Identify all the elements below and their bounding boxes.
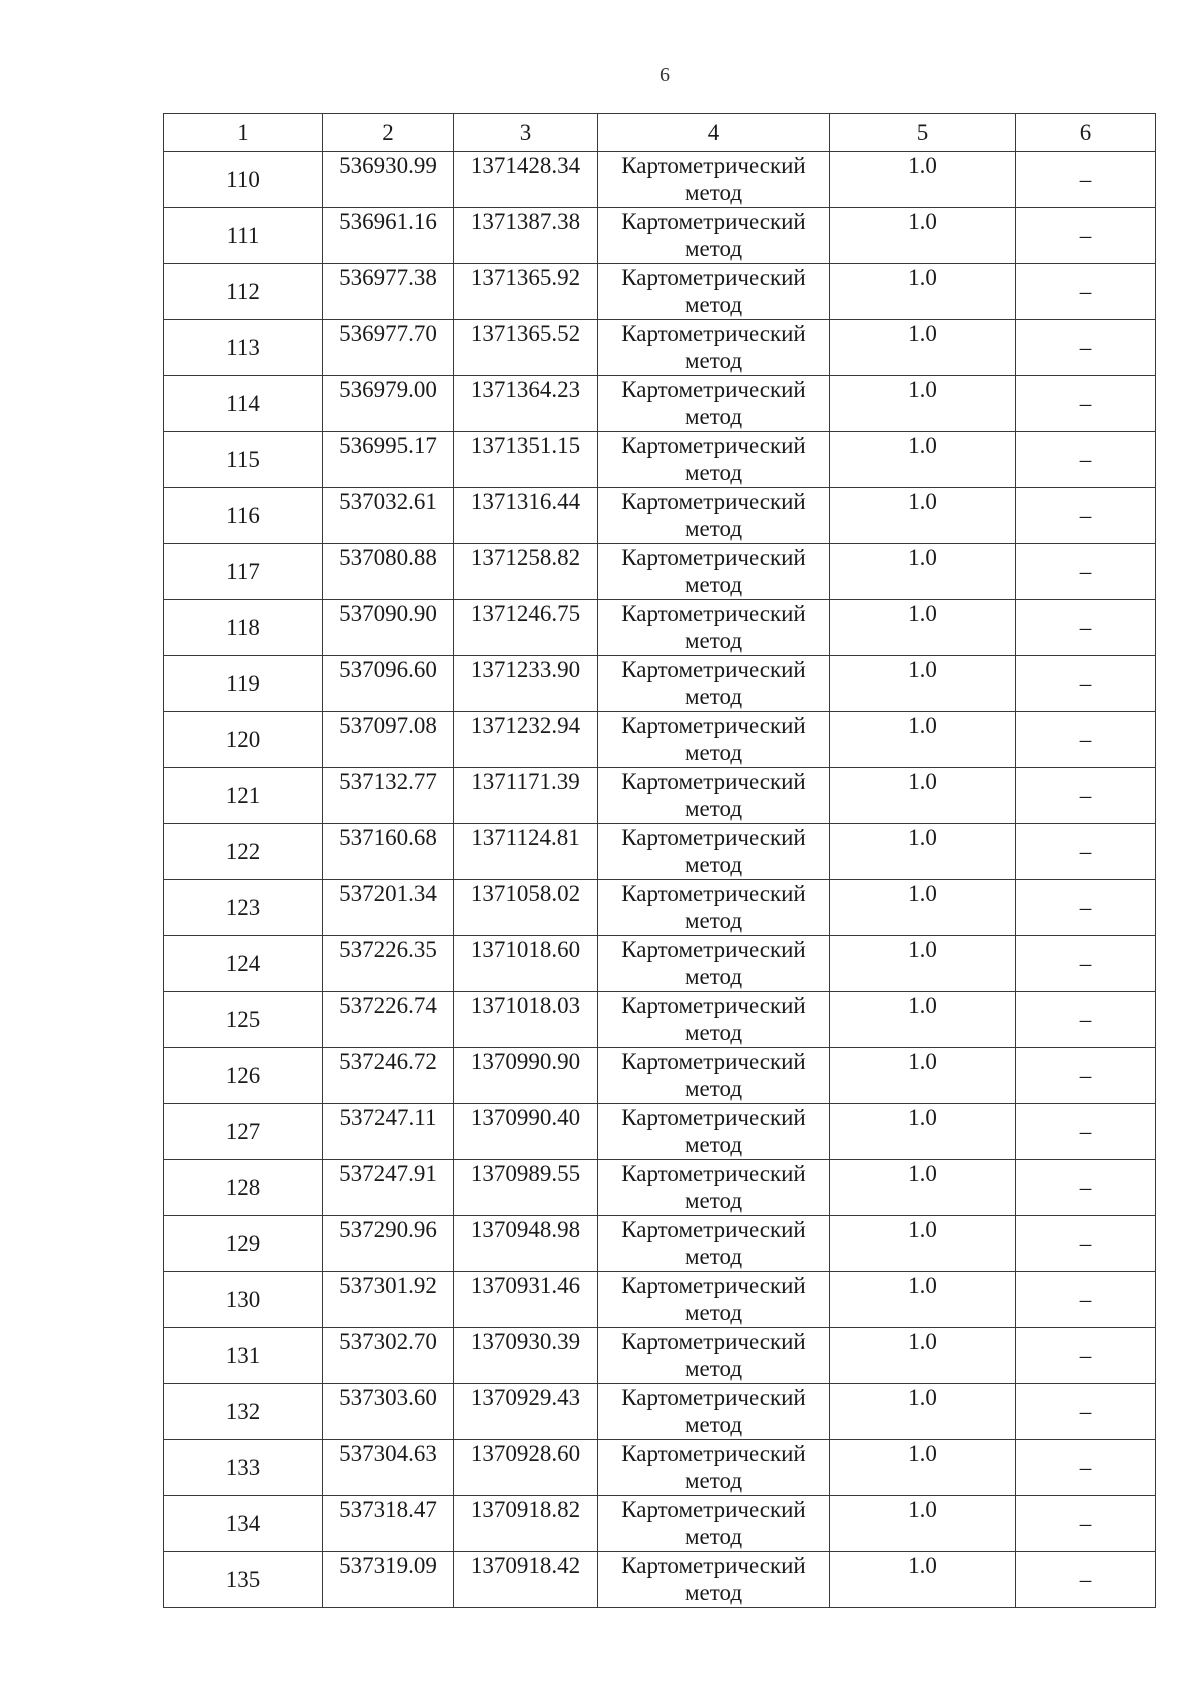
precision-cell: 1.0 — [830, 1160, 1016, 1216]
x-coordinate-cell: 536995.17 — [323, 432, 454, 488]
precision-cell: 1.0 — [830, 1272, 1016, 1328]
y-coordinate-cell: 1371365.92 — [454, 264, 598, 320]
table-row — [164, 1104, 1156, 1160]
column-header: 5 — [830, 114, 1016, 152]
table-row — [164, 656, 1156, 712]
method-line-2: метод — [684, 852, 743, 877]
x-coordinate-cell: 537319.09 — [323, 1552, 454, 1608]
y-coordinate-cell: 1370989.55 — [454, 1160, 598, 1216]
point-number-cell: 129 — [164, 1216, 323, 1272]
method-cell — [598, 712, 830, 768]
method-line-1: Картометрический — [621, 1273, 806, 1298]
note-cell: – — [1016, 376, 1156, 432]
precision-cell: 1.0 — [830, 264, 1016, 320]
method-line-1: Картометрический — [621, 1553, 806, 1578]
y-coordinate-cell: 1371171.39 — [454, 768, 598, 824]
method-cell — [598, 1328, 830, 1384]
method-line-2: метод — [684, 1524, 743, 1549]
method-line-1: Картометрический — [621, 377, 806, 402]
table-row — [164, 320, 1156, 376]
y-coordinate-cell: 1371387.38 — [454, 208, 598, 264]
method-cell — [598, 1496, 830, 1552]
x-coordinate-cell: 537226.35 — [323, 936, 454, 992]
method-line-1: Картометрический — [621, 993, 806, 1018]
method-line-2: метод — [684, 1076, 743, 1101]
column-header: 2 — [323, 114, 454, 152]
method-line-2: метод — [684, 1412, 743, 1437]
point-number-cell: 120 — [164, 712, 323, 768]
x-coordinate-cell: 536979.00 — [323, 376, 454, 432]
precision-cell: 1.0 — [830, 1104, 1016, 1160]
table-row — [164, 1048, 1156, 1104]
x-coordinate-cell: 536930.99 — [323, 152, 454, 208]
x-coordinate-cell: 537303.60 — [323, 1384, 454, 1440]
table-row — [164, 376, 1156, 432]
table-row — [164, 432, 1156, 488]
table-header-row — [164, 114, 1156, 152]
method-line-2: метод — [684, 236, 743, 261]
precision-cell: 1.0 — [830, 1216, 1016, 1272]
method-cell — [598, 320, 830, 376]
point-number-cell: 110 — [164, 152, 323, 208]
method-line-1: Картометрический — [621, 209, 806, 234]
method-line-2: метод — [684, 1244, 743, 1269]
x-coordinate-cell: 537032.61 — [323, 488, 454, 544]
precision-cell: 1.0 — [830, 544, 1016, 600]
method-cell — [598, 432, 830, 488]
method-line-2: метод — [684, 628, 743, 653]
point-number-cell: 112 — [164, 264, 323, 320]
method-cell — [598, 1440, 830, 1496]
point-number-cell: 111 — [164, 208, 323, 264]
x-coordinate-cell: 537097.08 — [323, 712, 454, 768]
note-cell: – — [1016, 992, 1156, 1048]
method-line-2: метод — [684, 684, 743, 709]
table-row — [164, 936, 1156, 992]
table-row — [164, 992, 1156, 1048]
table-row — [164, 600, 1156, 656]
method-line-2: метод — [684, 1300, 743, 1325]
method-cell — [598, 376, 830, 432]
point-number-cell: 115 — [164, 432, 323, 488]
precision-cell: 1.0 — [830, 712, 1016, 768]
x-coordinate-cell: 537301.92 — [323, 1272, 454, 1328]
x-coordinate-cell: 537080.88 — [323, 544, 454, 600]
table-row — [164, 1440, 1156, 1496]
method-cell — [598, 824, 830, 880]
method-line-1: Картометрический — [621, 1105, 806, 1130]
y-coordinate-cell: 1371316.44 — [454, 488, 598, 544]
precision-cell: 1.0 — [830, 880, 1016, 936]
method-line-2: метод — [684, 1132, 743, 1157]
table-row — [164, 152, 1156, 208]
note-cell: – — [1016, 320, 1156, 376]
table-row — [164, 712, 1156, 768]
method-line-1: Картометрический — [621, 657, 806, 682]
note-cell: – — [1016, 208, 1156, 264]
precision-cell: 1.0 — [830, 1552, 1016, 1608]
method-cell — [598, 1552, 830, 1608]
method-line-2: метод — [684, 1020, 743, 1045]
table-row — [164, 488, 1156, 544]
precision-cell: 1.0 — [830, 1496, 1016, 1552]
point-number-cell: 128 — [164, 1160, 323, 1216]
method-cell — [598, 936, 830, 992]
x-coordinate-cell: 537318.47 — [323, 1496, 454, 1552]
x-coordinate-cell: 537201.34 — [323, 880, 454, 936]
note-cell: – — [1016, 936, 1156, 992]
method-line-2: метод — [684, 292, 743, 317]
table-row — [164, 544, 1156, 600]
point-number-cell: 114 — [164, 376, 323, 432]
y-coordinate-cell: 1371258.82 — [454, 544, 598, 600]
point-number-cell: 127 — [164, 1104, 323, 1160]
method-line-1: Картометрический — [621, 1161, 806, 1186]
point-number-cell: 135 — [164, 1552, 323, 1608]
precision-cell: 1.0 — [830, 656, 1016, 712]
note-cell: – — [1016, 1496, 1156, 1552]
method-cell — [598, 880, 830, 936]
y-coordinate-cell: 1371365.52 — [454, 320, 598, 376]
column-header: 3 — [454, 114, 598, 152]
point-number-cell: 121 — [164, 768, 323, 824]
note-cell: – — [1016, 1384, 1156, 1440]
precision-cell: 1.0 — [830, 320, 1016, 376]
note-cell: – — [1016, 1048, 1156, 1104]
y-coordinate-cell: 1370931.46 — [454, 1272, 598, 1328]
method-line-2: метод — [684, 1356, 743, 1381]
note-cell: – — [1016, 824, 1156, 880]
method-line-1: Картометрический — [621, 265, 806, 290]
y-coordinate-cell: 1371232.94 — [454, 712, 598, 768]
y-coordinate-cell: 1371124.81 — [454, 824, 598, 880]
table-row — [164, 1384, 1156, 1440]
table-row — [164, 768, 1156, 824]
method-line-2: метод — [684, 740, 743, 765]
note-cell: – — [1016, 768, 1156, 824]
method-cell — [598, 992, 830, 1048]
coordinates-table — [163, 113, 1156, 1608]
method-cell — [598, 544, 830, 600]
method-line-2: метод — [684, 1188, 743, 1213]
point-number-cell: 126 — [164, 1048, 323, 1104]
table-row — [164, 264, 1156, 320]
note-cell: – — [1016, 880, 1156, 936]
y-coordinate-cell: 1371018.60 — [454, 936, 598, 992]
y-coordinate-cell: 1370928.60 — [454, 1440, 598, 1496]
note-cell: – — [1016, 712, 1156, 768]
precision-cell: 1.0 — [830, 1384, 1016, 1440]
y-coordinate-cell: 1370990.90 — [454, 1048, 598, 1104]
method-line-1: Картометрический — [621, 713, 806, 738]
table-row — [164, 1328, 1156, 1384]
x-coordinate-cell: 537246.72 — [323, 1048, 454, 1104]
precision-cell: 1.0 — [830, 600, 1016, 656]
x-coordinate-cell: 537226.74 — [323, 992, 454, 1048]
note-cell: – — [1016, 544, 1156, 600]
table-row — [164, 1160, 1156, 1216]
method-line-1: Картометрический — [621, 769, 806, 794]
method-cell — [598, 1272, 830, 1328]
table-row — [164, 880, 1156, 936]
point-number-cell: 133 — [164, 1440, 323, 1496]
point-number-cell: 132 — [164, 1384, 323, 1440]
method-line-1: Картометрический — [621, 321, 806, 346]
y-coordinate-cell: 1371246.75 — [454, 600, 598, 656]
x-coordinate-cell: 536977.38 — [323, 264, 454, 320]
y-coordinate-cell: 1370930.39 — [454, 1328, 598, 1384]
method-cell — [598, 152, 830, 208]
precision-cell: 1.0 — [830, 432, 1016, 488]
point-number-cell: 131 — [164, 1328, 323, 1384]
note-cell: – — [1016, 152, 1156, 208]
y-coordinate-cell: 1371428.34 — [454, 152, 598, 208]
table-row — [164, 824, 1156, 880]
method-line-1: Картометрический — [621, 1049, 806, 1074]
method-line-1: Картометрический — [621, 1441, 806, 1466]
table-row — [164, 1552, 1156, 1608]
method-line-1: Картометрический — [621, 153, 806, 178]
note-cell: – — [1016, 1216, 1156, 1272]
method-line-1: Картометрический — [621, 601, 806, 626]
method-cell — [598, 1104, 830, 1160]
method-line-2: метод — [684, 964, 743, 989]
method-cell — [598, 600, 830, 656]
note-cell: – — [1016, 1160, 1156, 1216]
method-cell — [598, 1384, 830, 1440]
method-line-2: метод — [684, 1468, 743, 1493]
method-line-1: Картометрический — [621, 1217, 806, 1242]
point-number-cell: 122 — [164, 824, 323, 880]
x-coordinate-cell: 536961.16 — [323, 208, 454, 264]
point-number-cell: 124 — [164, 936, 323, 992]
precision-cell: 1.0 — [830, 1440, 1016, 1496]
method-cell — [598, 208, 830, 264]
method-line-2: метод — [684, 404, 743, 429]
method-line-1: Картометрический — [621, 825, 806, 850]
precision-cell: 1.0 — [830, 1048, 1016, 1104]
note-cell: – — [1016, 264, 1156, 320]
x-coordinate-cell: 537247.11 — [323, 1104, 454, 1160]
x-coordinate-cell: 537302.70 — [323, 1328, 454, 1384]
precision-cell: 1.0 — [830, 936, 1016, 992]
method-line-2: метод — [684, 516, 743, 541]
method-line-1: Картометрический — [621, 937, 806, 962]
note-cell: – — [1016, 1328, 1156, 1384]
precision-cell: 1.0 — [830, 992, 1016, 1048]
page-number: 6 — [660, 64, 670, 86]
y-coordinate-cell: 1370918.82 — [454, 1496, 598, 1552]
table-body — [164, 152, 1156, 1608]
method-line-2: метод — [684, 908, 743, 933]
x-coordinate-cell: 537132.77 — [323, 768, 454, 824]
method-cell — [598, 656, 830, 712]
x-coordinate-cell: 537304.63 — [323, 1440, 454, 1496]
x-coordinate-cell: 537290.96 — [323, 1216, 454, 1272]
method-line-1: Картометрический — [621, 881, 806, 906]
method-line-2: метод — [684, 572, 743, 597]
y-coordinate-cell: 1371058.02 — [454, 880, 598, 936]
precision-cell: 1.0 — [830, 152, 1016, 208]
precision-cell: 1.0 — [830, 208, 1016, 264]
column-header: 1 — [164, 114, 323, 152]
method-line-2: метод — [684, 180, 743, 205]
table-row — [164, 1496, 1156, 1552]
method-line-2: метод — [684, 1580, 743, 1605]
column-header: 6 — [1016, 114, 1156, 152]
method-cell — [598, 1216, 830, 1272]
note-cell: – — [1016, 600, 1156, 656]
x-coordinate-cell: 537090.90 — [323, 600, 454, 656]
precision-cell: 1.0 — [830, 1328, 1016, 1384]
method-line-1: Картометрический — [621, 545, 806, 570]
method-cell — [598, 488, 830, 544]
column-header: 4 — [598, 114, 830, 152]
point-number-cell: 117 — [164, 544, 323, 600]
method-cell — [598, 264, 830, 320]
y-coordinate-cell: 1370929.43 — [454, 1384, 598, 1440]
y-coordinate-cell: 1371364.23 — [454, 376, 598, 432]
note-cell: – — [1016, 656, 1156, 712]
table-row — [164, 208, 1156, 264]
y-coordinate-cell: 1371351.15 — [454, 432, 598, 488]
y-coordinate-cell: 1371018.03 — [454, 992, 598, 1048]
y-coordinate-cell: 1371233.90 — [454, 656, 598, 712]
point-number-cell: 118 — [164, 600, 323, 656]
point-number-cell: 113 — [164, 320, 323, 376]
table-row — [164, 1216, 1156, 1272]
precision-cell: 1.0 — [830, 488, 1016, 544]
x-coordinate-cell: 537096.60 — [323, 656, 454, 712]
note-cell: – — [1016, 1104, 1156, 1160]
table-row — [164, 1272, 1156, 1328]
precision-cell: 1.0 — [830, 768, 1016, 824]
point-number-cell: 123 — [164, 880, 323, 936]
x-coordinate-cell: 536977.70 — [323, 320, 454, 376]
note-cell: – — [1016, 488, 1156, 544]
method-cell — [598, 1160, 830, 1216]
y-coordinate-cell: 1370918.42 — [454, 1552, 598, 1608]
method-cell — [598, 1048, 830, 1104]
method-line-2: метод — [684, 796, 743, 821]
point-number-cell: 125 — [164, 992, 323, 1048]
precision-cell: 1.0 — [830, 824, 1016, 880]
point-number-cell: 130 — [164, 1272, 323, 1328]
method-line-2: метод — [684, 460, 743, 485]
x-coordinate-cell: 537160.68 — [323, 824, 454, 880]
method-line-1: Картометрический — [621, 1329, 806, 1354]
y-coordinate-cell: 1370990.40 — [454, 1104, 598, 1160]
method-line-1: Картометрический — [621, 1385, 806, 1410]
method-line-1: Картометрический — [621, 489, 806, 514]
point-number-cell: 116 — [164, 488, 323, 544]
method-line-1: Картометрический — [621, 433, 806, 458]
y-coordinate-cell: 1370948.98 — [454, 1216, 598, 1272]
x-coordinate-cell: 537247.91 — [323, 1160, 454, 1216]
method-line-1: Картометрический — [621, 1497, 806, 1522]
note-cell: – — [1016, 1272, 1156, 1328]
precision-cell: 1.0 — [830, 376, 1016, 432]
point-number-cell: 119 — [164, 656, 323, 712]
note-cell: – — [1016, 1552, 1156, 1608]
note-cell: – — [1016, 432, 1156, 488]
note-cell: – — [1016, 1440, 1156, 1496]
method-line-2: метод — [684, 348, 743, 373]
method-cell — [598, 768, 830, 824]
point-number-cell: 134 — [164, 1496, 323, 1552]
